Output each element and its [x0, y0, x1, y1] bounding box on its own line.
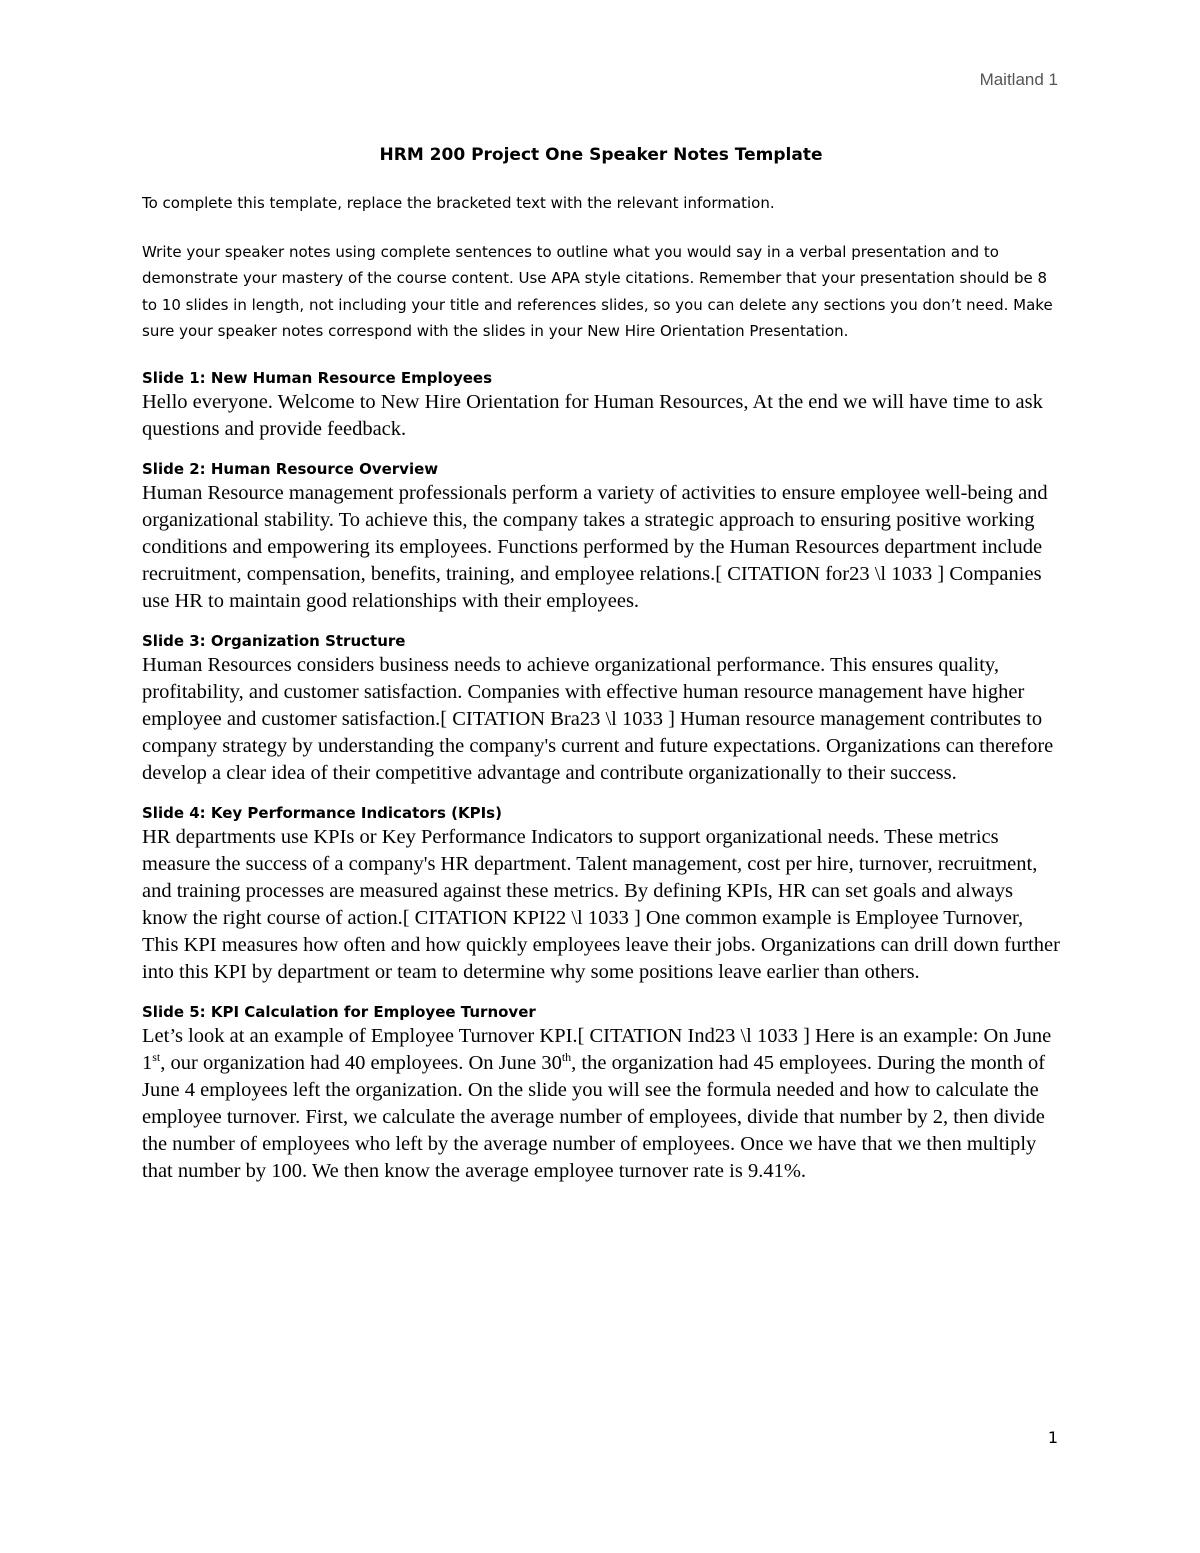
- slide-notes-part-1: Let’s look at an example of Employee Turnover KPI.[ CITATION Ind23 \l 1033 ] Here is an example: On June 1: [142, 1024, 1052, 1074]
- running-head: Maitland 1: [979, 70, 1058, 89]
- instruction-line: To complete this template, replace the bracketed text with the relevant information.: [142, 194, 775, 212]
- slide-notes: [142, 1023, 1060, 1185]
- page-number: 1: [1047, 1428, 1058, 1447]
- slide-section-1: [142, 367, 1060, 443]
- slide-heading: Slide 5: KPI Calculation for Employee Turnover: [142, 1002, 536, 1021]
- slide-notes: HR departments use KPIs or Key Performance Indicators to support organizational needs. These metrics measure the success of a company's HR department. Talent management, cost per hire, turnover, recruitment, and training processes are measured against these metrics. By defining KPIs, HR can set goals and always know the right course of action.[ CITATION KPI22 \l 1033 ] One common example is Employee Turnover, This KPI measures how often and how quickly employees leave their jobs. Organizations can drill down further into this KPI by department or team to determine why some positions leave earlier than others.: [142, 825, 1060, 983]
- slide-heading: Slide 2: Human Resource Overview: [142, 459, 439, 478]
- slide-section-3: [142, 630, 1060, 787]
- slide-notes-part-3: , the organization had 45 employees. During the month of June 4 employees left the organization. On the slide you will see the formula needed and how to calculate the employee turnover. First, we calculate the average number of employees, divide that number by 2, then divide the number of employees who left by the average number of employees. Once we have that we then multiply that number by 100. We then know the average employee turnover rate is 9.41%.: [142, 1051, 1046, 1182]
- ordinal-suffix-st: st: [152, 1049, 161, 1064]
- slide-notes: Human Resources considers business needs to achieve organizational performance. This ensures quality, profitability, and customer satisfaction. Companies with effective human resource management have higher employee and customer satisfaction.[ CITATION Bra23 \l 1033 ] Human resource management contributes to company strategy by understanding the company's current and future expectations. Organizations can therefore develop a clear idea of their competitive advantage and contribute organizationally to their success.: [142, 653, 1054, 784]
- slide-section-5: [142, 1001, 1060, 1185]
- document-title: HRM 200 Project One Speaker Notes Template: [379, 145, 823, 165]
- slide-heading: Slide 1: New Human Resource Employees: [142, 368, 493, 387]
- slide-notes-part-2: , our organization had 40 employees. On June 30: [160, 1051, 562, 1074]
- slide-notes: Human Resource management professionals perform a variety of activities to ensure employee well-being and organizational stability. To achieve this, the company takes a strategic approach to ensuring positive working conditions and empowering its employees. Functions performed by the Human Resources department include recruitment, compensation, benefits, training, and employee relations.[ CITATION for23 \l 1033 ] Companies use HR to maintain good relationships with their employees.: [142, 481, 1048, 612]
- document-content: [142, 142, 1060, 1200]
- slide-heading: Slide 3: Organization Structure: [142, 631, 406, 650]
- slide-notes: Hello everyone. Welcome to New Hire Orientation for Human Resources, At the end we will have time to ask questions and provide feedback.: [142, 390, 1043, 440]
- ordinal-suffix-th: th: [561, 1049, 572, 1064]
- instruction-paragraph: Write your speaker notes using complete sentences to outline what you would say in a verbal presentation and to demonstrate your mastery of the course content. Use APA style citations. Remember that your presentation should be 8 to 10 slides in length, not including your title and references slides, so you can delete any sections you don’t need. Make sure your speaker notes correspond with the slides in your New Hire Orientation Presentation.: [142, 242, 1053, 340]
- slide-heading: Slide 4: Key Performance Indicators (KPIs): [142, 803, 502, 822]
- slide-section-2: [142, 458, 1060, 615]
- slide-section-4: [142, 802, 1060, 986]
